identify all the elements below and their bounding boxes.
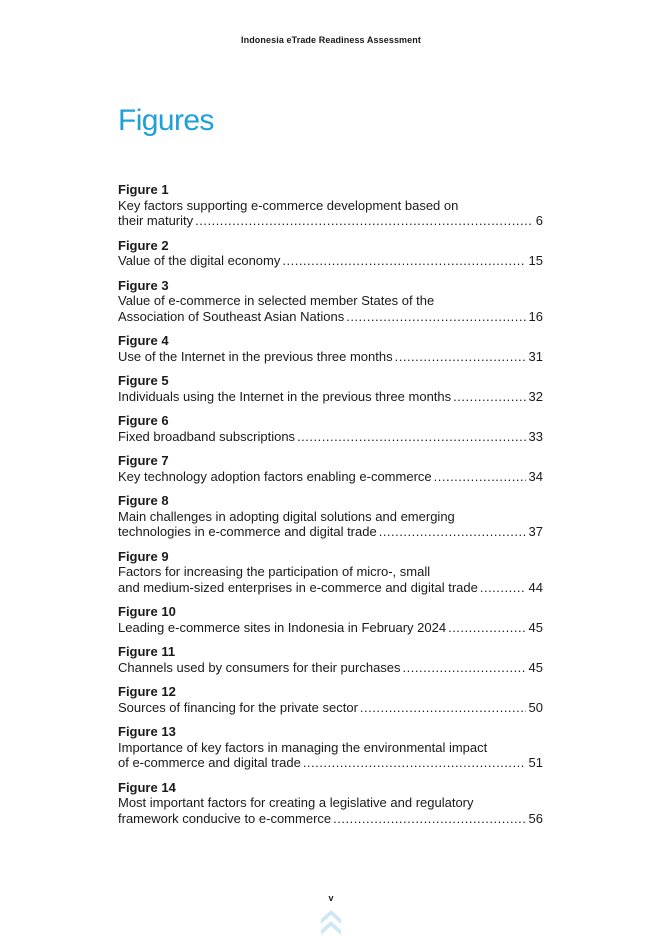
figure-caption-line: Fixed broadband subscriptions xyxy=(118,428,296,444)
figure-caption-line: Leading e-commerce sites in Indonesia in February 2024 xyxy=(118,619,447,635)
figure-entry[interactable] xyxy=(118,644,543,675)
dot-leader xyxy=(434,469,526,485)
figure-label: Figure 10 xyxy=(118,604,176,619)
dot-leader xyxy=(453,389,525,405)
figure-caption-line: Importance of key factors in managing the environmental impact xyxy=(118,739,488,755)
figure-entry[interactable] xyxy=(118,493,543,540)
figure-label: Figure 2 xyxy=(118,237,169,253)
dot-leader xyxy=(403,660,526,676)
figure-entry[interactable] xyxy=(118,333,543,364)
dot-leader xyxy=(333,811,525,827)
chevron-up-icon xyxy=(319,908,343,936)
figure-caption-line: Channels used by consumers for their purchases xyxy=(118,659,401,675)
figure-entry[interactable] xyxy=(118,278,543,325)
figure-label: Figure 6 xyxy=(118,413,169,428)
figure-label: Figure 11 xyxy=(118,644,176,659)
figure-page-number: 16 xyxy=(528,308,543,324)
dot-leader xyxy=(395,349,526,365)
figure-entry[interactable] xyxy=(118,453,543,484)
figure-page-number: 45 xyxy=(528,619,543,635)
figure-page-number: 50 xyxy=(528,699,543,715)
figure-entry[interactable] xyxy=(118,413,543,444)
figure-entry[interactable] xyxy=(118,182,543,229)
dot-leader xyxy=(448,620,525,636)
dot-leader xyxy=(297,429,525,445)
figure-caption-line: framework conducive to e-commerce xyxy=(118,810,332,826)
dot-leader xyxy=(195,213,533,229)
figure-entry[interactable] xyxy=(118,780,543,827)
figure-page-number: 51 xyxy=(528,755,543,770)
figure-page-number: 56 xyxy=(528,810,543,826)
figure-label: Figure 8 xyxy=(118,493,169,508)
figure-label: Figure 3 xyxy=(118,277,169,293)
figure-entry[interactable] xyxy=(118,724,543,771)
figure-entry[interactable] xyxy=(118,238,543,269)
figure-label: Figure 4 xyxy=(118,333,169,348)
figure-caption-line: Value of the digital economy xyxy=(118,253,281,268)
figure-label: Figure 12 xyxy=(118,684,176,699)
figure-caption-line: Value of e-commerce in selected member States of the xyxy=(118,293,435,308)
figure-page-number: 37 xyxy=(528,524,543,539)
figure-page-number: 15 xyxy=(528,253,543,268)
figure-page-number: 44 xyxy=(528,579,543,595)
page-number: v xyxy=(328,893,334,903)
page-title: Figures xyxy=(118,104,214,137)
figure-entry[interactable] xyxy=(118,684,543,715)
figure-caption-line: Key technology adoption factors enabling e-commerce xyxy=(118,468,432,484)
figure-label: Figure 9 xyxy=(118,548,169,564)
figure-page-number: 32 xyxy=(528,388,543,404)
figure-caption-line: technologies in e-commerce and digital trade xyxy=(118,524,377,539)
figure-page-number: 45 xyxy=(528,659,543,675)
running-header: Indonesia eTrade Readiness Assessment xyxy=(241,35,421,45)
figure-caption-line: Individuals using the Internet in the previous three months xyxy=(118,388,452,404)
figure-page-number: 33 xyxy=(528,428,543,444)
figure-entry[interactable] xyxy=(118,604,543,635)
figure-caption-line: of e-commerce and digital trade xyxy=(118,755,301,770)
figure-label: Figure 7 xyxy=(118,453,169,468)
figure-caption-line: Sources of financing for the private sector xyxy=(118,699,358,715)
figure-label: Figure 5 xyxy=(118,373,169,388)
figure-page-number: 6 xyxy=(535,213,543,228)
figure-caption-line: Factors for increasing the participation of micro-, small xyxy=(118,564,431,579)
figure-page-number: 31 xyxy=(528,348,543,364)
figure-caption-line: Use of the Internet in the previous three months xyxy=(118,348,393,364)
figure-label: Figure 14 xyxy=(118,779,176,795)
figure-caption-line: Most important factors for creating a legislative and regulatory xyxy=(118,795,474,810)
figures-list xyxy=(118,182,543,835)
dot-leader xyxy=(480,580,526,596)
figure-caption-line: Key factors supporting e-commerce development based on xyxy=(118,197,459,213)
figure-caption-line: their maturity xyxy=(118,213,194,228)
dot-leader xyxy=(346,309,525,325)
dot-leader xyxy=(379,524,526,540)
figure-caption-line: Main challenges in adopting digital solutions and emerging xyxy=(118,508,455,524)
figure-label: Figure 13 xyxy=(118,724,176,739)
dot-leader xyxy=(303,755,526,771)
figure-page-number: 34 xyxy=(528,468,543,484)
figure-entry[interactable] xyxy=(118,549,543,596)
figure-label: Figure 1 xyxy=(118,182,169,197)
figure-entry[interactable] xyxy=(118,373,543,404)
figure-caption-line: Association of Southeast Asian Nations xyxy=(118,308,345,324)
figure-caption-line: and medium-sized enterprises in e-commerce and digital trade xyxy=(118,579,478,595)
dot-leader xyxy=(282,253,525,269)
dot-leader xyxy=(360,700,526,716)
